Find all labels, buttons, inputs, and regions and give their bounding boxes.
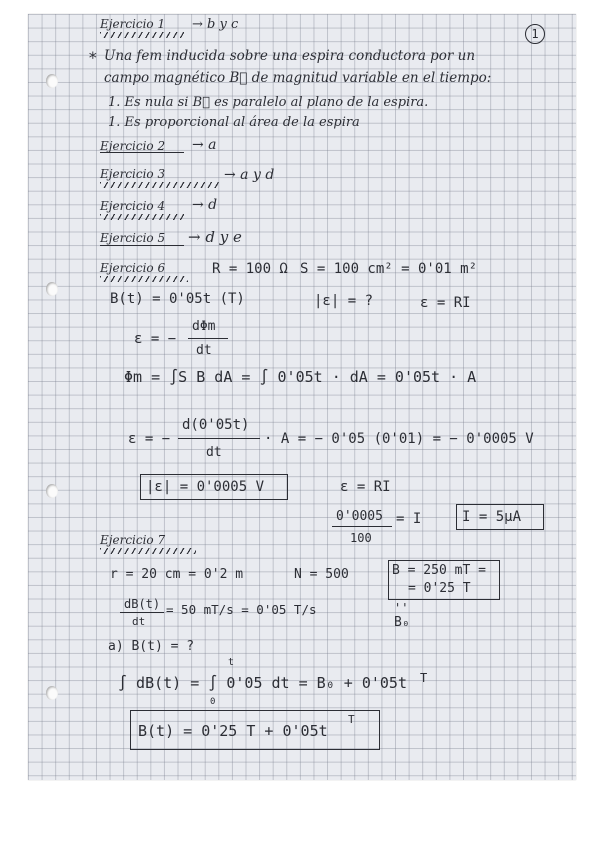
ex6-emf-fraction-bar xyxy=(178,438,260,439)
ex6-current-numerator: 0'0005 xyxy=(336,509,383,524)
ex6-current-denominator: 100 xyxy=(350,531,372,545)
ex1-statement-line1: Una fem inducida sobre una espira conductora por un xyxy=(104,48,476,64)
binder-hole-top xyxy=(46,74,58,88)
ex6-current-fraction-bar xyxy=(332,526,392,527)
ex2-header-underline xyxy=(100,152,184,153)
ex2-answer: → a xyxy=(192,137,217,153)
ex2-header: Ejercicio 2 xyxy=(100,139,166,153)
ex6-header-underline xyxy=(100,276,188,282)
ex3-answer: → a y d xyxy=(224,167,275,183)
ex3-header: Ejercicio 3 xyxy=(100,167,166,181)
ex5-header-underline xyxy=(100,245,184,246)
ex6-header: Ejercicio 6 xyxy=(100,261,166,275)
notebook-page xyxy=(28,14,576,780)
ex1-statement-line2: campo magnético B⃗ de magnitud variable en el tiempo: xyxy=(104,70,492,86)
ex7-rate-eq: = 50 mT/s = 0'05 T/s xyxy=(166,602,317,617)
ex7-integral-unit: T xyxy=(420,671,428,685)
ex6-faraday-denominator: dt xyxy=(196,343,212,358)
ex4-header: Ejercicio 4 xyxy=(100,199,166,213)
ex1-option1: 1. Es nula si B⃗ es paralelo al plano de la espira. xyxy=(108,95,429,110)
ex7-integral-eq: ∫ dB(t) = ∫ 0'05 dt = B₀ + 0'05t xyxy=(118,674,407,692)
binder-hole-bottom xyxy=(46,686,58,700)
binder-hole-3 xyxy=(46,484,58,498)
ex7-given-r: r = 20 cm = 0'2 m xyxy=(110,567,244,582)
ex3-header-underline xyxy=(100,182,220,188)
ex1-option2: 1. Es proporcional al área de la espira xyxy=(108,115,360,130)
ex6-current-eq: = I xyxy=(396,511,422,527)
ex6-given-S: S = 100 cm² = 0'01 m² xyxy=(300,261,478,277)
ex6-flux-eq: Φm = ∫S B dA = ∫ 0'05t · dA = 0'05t · A xyxy=(124,368,477,386)
ex7-header-underline xyxy=(100,548,196,554)
ex6-ohm-law-2: ε = RI xyxy=(340,479,391,495)
ex7-given-B-converted: = 0'25 T xyxy=(408,581,471,596)
ex1-header: Ejercicio 1 xyxy=(100,17,166,31)
ex7-rate-numerator: dB(t) xyxy=(124,597,161,611)
ex6-current-result: I = 5μA xyxy=(462,509,522,525)
ex5-answer: → d y e xyxy=(188,228,242,246)
binder-hole-2 xyxy=(46,282,58,296)
ex4-answer: → d xyxy=(192,197,218,213)
ex6-faraday-lhs: ε = − xyxy=(134,331,177,347)
ex7-b0-mark: '' xyxy=(394,601,409,615)
ex6-emf-rhs: · A = − 0'05 (0'01) = − 0'0005 V xyxy=(264,431,534,447)
ex6-emf-numerator: d(0'05t) xyxy=(182,417,250,433)
ex7-integral-upper: t xyxy=(228,657,235,668)
ex7-rate-fraction-bar xyxy=(120,612,164,613)
ex4-header-underline xyxy=(100,214,184,220)
ex6-emf-result: |ε| = 0'0005 V xyxy=(146,479,265,495)
ex1-bullet: * xyxy=(88,48,98,67)
ex7-b0-label: B₀ xyxy=(394,615,410,630)
ex7-header: Ejercicio 7 xyxy=(100,533,166,547)
page-number: 1 xyxy=(525,24,545,44)
ex6-faraday-fraction-bar xyxy=(188,338,228,339)
ex1-header-underline xyxy=(100,32,184,38)
ex7-rate-denominator: dt xyxy=(132,615,146,628)
ex1-answer: → b y c xyxy=(192,17,239,32)
ex6-emf-denominator: dt xyxy=(206,445,222,460)
ex6-emf-lhs: ε = − xyxy=(128,431,171,447)
ex7-part-a: a) B(t) = ? xyxy=(108,639,195,654)
ex6-ohm-law: ε = RI xyxy=(420,295,471,311)
ex7-result-unit: T xyxy=(348,713,355,726)
ex5-header: Ejercicio 5 xyxy=(100,231,166,245)
ex6-unknown: |ε| = ? xyxy=(314,293,374,309)
ex6-field-eq: B(t) = 0'05t (T) xyxy=(110,291,245,307)
ex7-integral-lower: 0 xyxy=(210,697,216,707)
ex6-faraday-numerator: dΦm xyxy=(192,319,216,334)
ex7-given-B: B = 250 mT = xyxy=(392,563,486,578)
ex6-given-R: R = 100 Ω xyxy=(212,261,288,277)
ex7-given-N: N = 500 xyxy=(294,567,349,582)
ex7-result-eq: B(t) = 0'25 T + 0'05t xyxy=(138,722,328,740)
